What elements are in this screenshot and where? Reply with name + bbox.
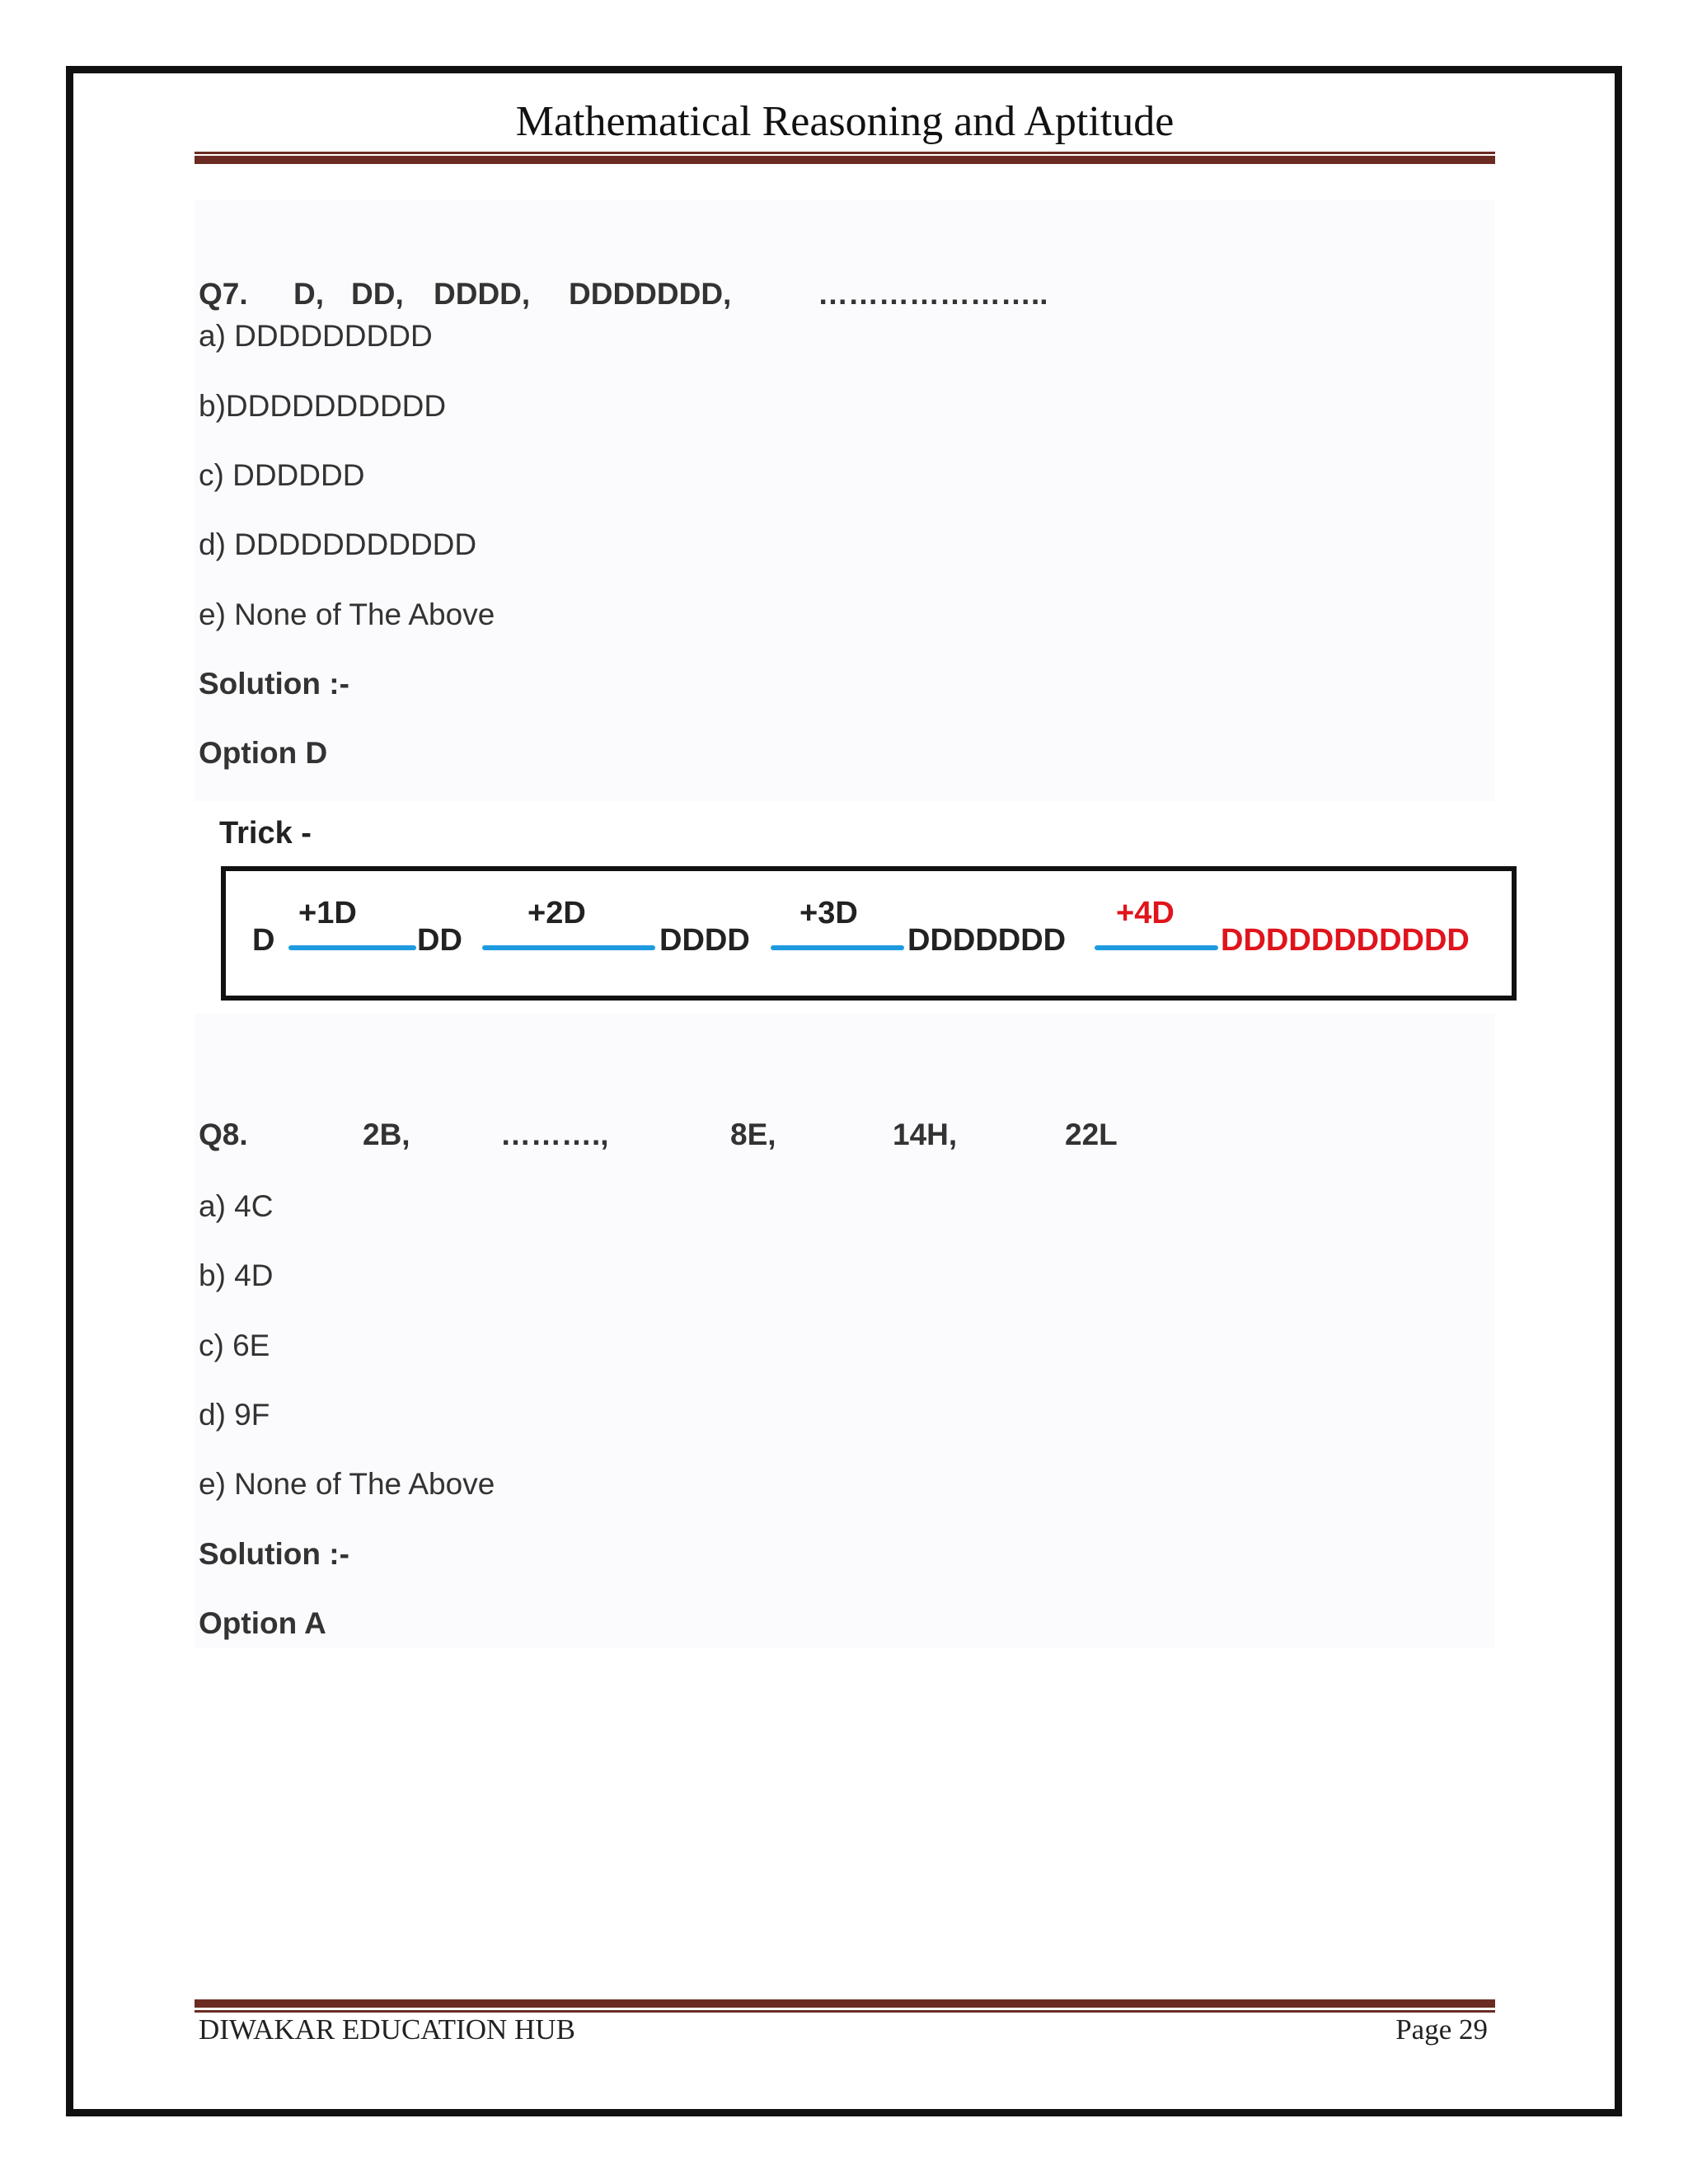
trick-node-result: DDDDDDDDDDD [1221, 923, 1470, 958]
trick-connector [288, 945, 416, 950]
q8-term: 14H, [893, 1118, 958, 1151]
header-rule-thin [195, 152, 1495, 154]
q7-option-a: a) DDDDDDDDD [199, 319, 433, 353]
q7-blank: ………………….. [818, 277, 1048, 311]
q7-option-e: e) None of The Above [199, 598, 495, 631]
footer-publisher: DIWAKAR EDUCATION HUB [199, 2013, 575, 2046]
trick-node: DDDDDDD [907, 923, 1067, 958]
q7-option-d: d) DDDDDDDDDDD [199, 527, 477, 561]
q8-term: 8E, [730, 1118, 776, 1151]
q7-term: DDDD, [434, 277, 531, 311]
q7-term: D, [293, 277, 324, 311]
trick-node: D [252, 923, 275, 958]
q7-term: DD, [351, 277, 404, 311]
q7-option-b: b)DDDDDDDDDD [199, 389, 447, 423]
trick-step: +1D [298, 896, 357, 930]
trick-step: +2D [528, 896, 586, 930]
q7-term: DDDDDDD, [569, 277, 732, 311]
q8-term: 22L [1065, 1118, 1118, 1151]
q8-background [195, 1014, 1495, 1648]
trick-node: DDDD [659, 923, 750, 958]
q8-number: Q8. [199, 1118, 248, 1151]
trick-connector [1095, 945, 1218, 950]
trick-connector [771, 945, 904, 950]
q8-option-e: e) None of The Above [199, 1467, 495, 1501]
q7-solution-label: Solution :- [199, 667, 349, 701]
q8-option-c: c) 6E [199, 1329, 270, 1362]
q7-answer: Option D [199, 736, 328, 770]
footer-rule-thin [195, 2010, 1495, 2013]
q7-option-c: c) DDDDDD [199, 458, 365, 492]
footer-rule-thick [195, 1999, 1495, 2008]
q8-term: 2B, [363, 1118, 410, 1151]
q8-option-d: d) 9F [199, 1398, 270, 1432]
trick-step-highlight: +4D [1116, 896, 1175, 930]
q8-option-a: a) 4C [199, 1189, 274, 1223]
q8-solution-label: Solution :- [199, 1537, 349, 1571]
header-rule-thick [195, 156, 1495, 164]
q8-option-b: b) 4D [199, 1258, 274, 1292]
trick-title: Trick - [219, 816, 312, 851]
trick-step: +3D [799, 896, 858, 930]
trick-node: DD [417, 923, 462, 958]
q8-answer: Option A [199, 1606, 326, 1640]
q7-number: Q7. [199, 277, 248, 311]
trick-connector [482, 945, 655, 950]
page-header-title: Mathematical Reasoning and Aptitude [515, 98, 1175, 145]
q8-blank: ………., [500, 1118, 609, 1151]
footer-page-number: Page 29 [1395, 2013, 1488, 2046]
